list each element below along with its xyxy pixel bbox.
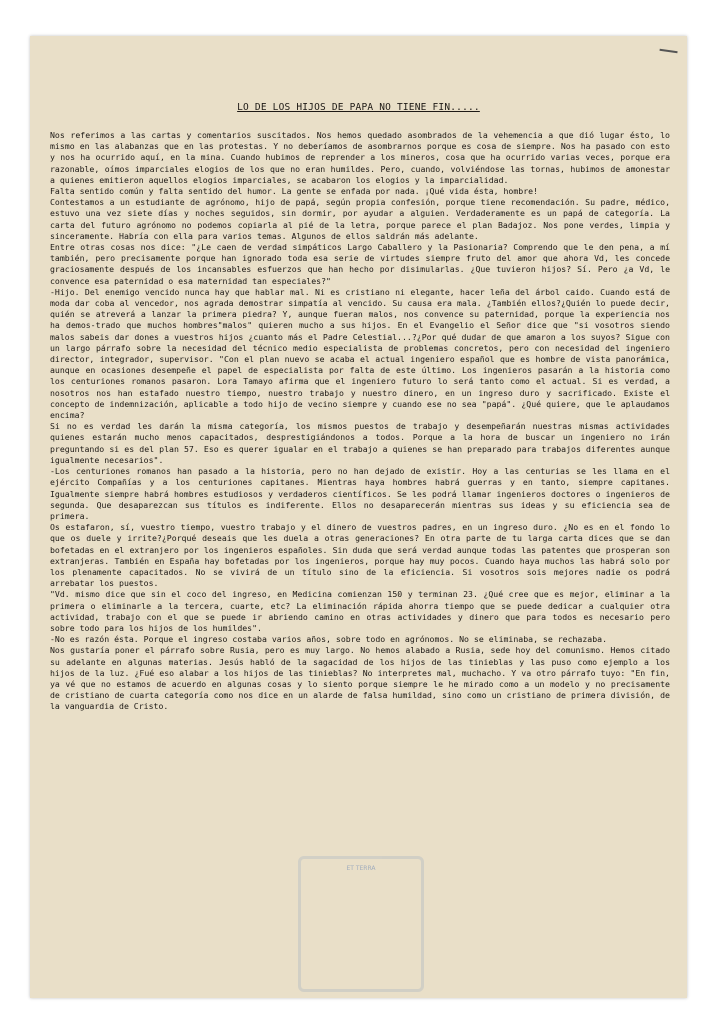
paragraph: Nos referimos a las cartas y comentarios suscitados. Nos hemos quedado asombrados de la vehemencia a que dió lugar ésto, lo mismo en las alabanzas que en las protestas. Y no deberíamos de asombrarnos porque es cosa de siempre. Nos ha pasado con esto y nos ha ocurrido aquí, en la mina. Cuando hubimos de reprender a los mineros, cosa que ha ocurrido varias veces, porque era razonable, oímos imparciales elogios de los que no eran humildes. Pero, cuando, volviéndose las tornas, hubimos de amonestar a quienes emitieron aquellos elogios imparciales, se acabaron los elogios y la imparcialidad. [50, 130, 670, 185]
stamp-text: ET TERRA [346, 865, 376, 872]
document-body [50, 130, 670, 713]
paragraph: "Vd. mismo dice que sin el coco del ingreso, en Medicina comienzan 150 y terminan 23. ¿Qué cree que es mejor, eliminar a la primera o eliminarle a la tercera, cuarte, etc? La eliminación rápida ahorra tiempo que se puede dedicar a cualquier otra actividad, trabajo con el que se puede ir abriendo camino en otras actividades y dinero que para todos es necesario pero sobre todo para los hijos de los humildes". [50, 589, 670, 633]
paragraph: Nos gustaría poner el párrafo sobre Rusia, pero es muy largo. No hemos alabado a Rusia, sede hoy del comunismo. Hemos citado su adelante en algunas materias. Jesús habló de la sagacidad de los hijos de las tinieblas y las puso como ejemplo a los hijos de la luz. ¿Fué eso alabar a los hijos de las tinieblas? No interpretes mal, muchacho. Y va otro párrafo tuyo: "En fin, ya vé que no estamos de acuerdo en algunas cosas y lo siento porque siempre le he mirado como a un modelo y no precisamente de cristiano de cuarta categoría como nos dice en un alarde de falsa humildad, sino como un cristiano de primera división, de la vanguardia de Cristo. [50, 645, 670, 712]
paragraph: Os estafaron, sí, vuestro tiempo, vuestro trabajo y el dinero de vuestros padres, en un ingreso duro. ¿No es en el fondo lo que os duele y irrite?¿Porqué deseais que les duela a otras generaciones? En otra parte de tu larga carta dices que se dan bofetadas en el extranjero por los ingenieros españoles. Sin duda que será verdad aunque todas las patentes que prosperan son extranjeras. También en España hay bofetadas por los ingenieros, porque hay muy pocos. Cuando haya muchos las habrá solo por los plenamente capacitados. No se vivirá de un título sino de la eficiencia. Si vosotros sois mejores nadie os podrá arrebatar los puestos. [50, 522, 670, 589]
document-title: LO DE LOS HIJOS DE PAPA NO TIENE FIN..... [237, 102, 480, 113]
paragraph: -Los centuriones romanos han pasado a la historia, pero no han dejado de existir. Hoy a las centurias se les llama en el ejército Compañías y a los centuriones capitanes. Mientras haya hombres habrá guerras y en tanto, siempre capitanes. Igualmente siempre habrá hombres estudiosos y verdaderos científicos. Se les podrá llamar ingenieros doctores o ingenieros de segunda. Que desaparezcan sus títulos es indiferente. Ellos no desaparecerán mientras sus ideas y su eficiencia sea de primera. [50, 466, 670, 521]
corner-mark [658, 49, 677, 61]
paragraph: Si no es verdad les darán la misma categoría, los mismos puestos de trabajo y desempeñarán nuestras mismas actividades quienes estarán mucho menos capacitados, desprestigiándonos a todos. Porque a la hora de buscar un ingeniero no irán preguntando si es del plan 57. Eso es querer igualar en el trabajo a quienes se han preparado para trabajos diferentes aunque igualmente necesarios". [50, 421, 670, 465]
paragraph: -Hijo. Del enemigo vencido nunca hay que hablar mal. Ni es cristiano ni elegante, hacer leña del árbol caido. Cuando está de moda dar coba al vencedor, nos agrada demostrar simpatía al vencido. Su causa era mala. ¿También ellos?¿Quién lo puede decir, quién se atreverá a lanzar la primera piedra? Y, aunque fueran malos, nos convence su paternidad, porque la experiencia nos ha demos-trado que muchos hombres"malos" quieren mucho a sus hijos. En el Evangelio el Señor dice que "si vosotros siendo malos sabeis dar dones a vuestros hijos ¿cuanto más el Padre Celestial...?¿Por qué dudar de que amaron a los suyos? Sigue con un largo párrafo sobre la necesidad del técnico medio especialista de problemas concretos, pero con necesidad del ingeniero director, integrador, supervisor. "Con el plan nuevo se acaba el actual ingeniero español que es hombre de vista panorámica, aunque en ocasiones desempeñe el papel de especialista por falta de este último. Los ingenieros pasarán a la historia como los centuriones romanos pasaron. Lora Tamayo afirma que el ingeniero futuro lo será tanto como el actual. Si es verdad, a nosotros nos han estafado nuestro tiempo, nuestro trabajo y nuestro dinero, en un ingreso duro y sacrificado. Existe el concepto de indemnización, aplicable a todo hijo de vecino siempre y cuando ese no sea "papá". ¿Qué quiere, que le aplaudamos encima? [50, 286, 670, 421]
library-stamp [298, 856, 424, 992]
paragraph: Entre otras cosas nos dice: "¿Le caen de verdad simpáticos Largo Caballero y la Pasionaria? Comprendo que le den pena, a mí también, pero precisamente porque han ignorado toda esa serie de virtudes siempre fruto del amor que ahora Vd, les concede graciosamente después de los incansables esfuerzos que han hecho por disimularlas. ¿Que tuvieron hijos? Sí. Pero ¿a Vd, le convence esa paternidad o esa maternidad tan especiales?" [50, 242, 670, 286]
paragraph: -No es razón ésta. Porque el ingreso costaba varios años, sobre todo en agrónomos. No se eliminaba, se rechazaba. [50, 634, 608, 645]
paragraph: Falta sentido común y falta sentido del humor. La gente se enfada por nada. ¡Qué vida ésta, hombre! [50, 186, 538, 197]
paragraph: Contestamos a un estudiante de agrónomo, hijo de papá, según propia confesión, porque tiene recomendación. Su padre, médico, estuvo una vez siete días y noches seguidos, sin dormir, por ayudar a alguien. Verdaderamente es un papá de categoría. La carta del futuro agrónomo no podemos copiarla al pié de la letra, porque parece el plan Badajoz. Nos pone verdes, limpia y sinceramente. Habría con ella para varios temas. Algunos de ellos saldrán más adelante. [50, 197, 670, 241]
document-page [30, 36, 687, 998]
